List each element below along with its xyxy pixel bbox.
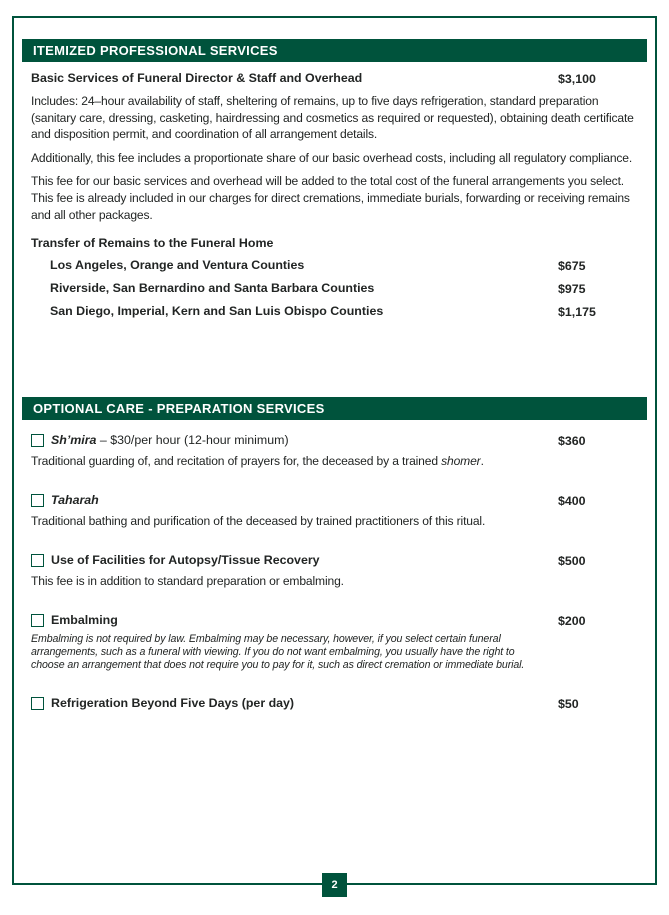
- option-label: Embalming: [51, 613, 118, 627]
- basic-services-description-3: This fee for our basic services and overhead will be added to the total cost of the funeral arrangements you select. This fee is already included in our charges for direct cremations, immediate burials, forwarding or receiving remains and all other packages.: [31, 174, 630, 222]
- list-item-embalming: [31, 613, 638, 672]
- section-header-itemized: ITEMIZED PROFESSIONAL SERVICES: [22, 39, 647, 62]
- transfer-row-price: $675: [558, 259, 586, 274]
- section-optional-care-preparation: [14, 397, 655, 711]
- taharah-checkbox[interactable]: [31, 494, 44, 507]
- transfer-of-remains-heading: Transfer of Remains to the Funeral Home: [31, 236, 274, 251]
- transfer-row-price: $1,175: [558, 305, 596, 320]
- option-price: $360: [558, 434, 586, 448]
- list-item-autopsy-facilities: [31, 553, 638, 589]
- table-row: [31, 258, 638, 273]
- shmira-checkbox[interactable]: [31, 434, 44, 447]
- option-label: Use of Facilities for Autopsy/Tissue Recovery: [51, 553, 320, 567]
- line-item-basic-services: [31, 71, 638, 86]
- table-row: [31, 304, 638, 319]
- embalming-legal-note: Embalming is not required by law. Embalming may be necessary, however, if you select certain funeral arrangements, such as a funeral with viewing. If you do not want embalming, you usually have the right to choose an arrangement that does not require you to pay for it, such as direct cremation or immediate burial.: [31, 633, 525, 671]
- transfer-row-price: $975: [558, 282, 586, 297]
- page-border: [12, 16, 657, 885]
- line-item-price: $3,100: [558, 72, 596, 86]
- table-row: [31, 281, 638, 296]
- autopsy-facilities-checkbox[interactable]: [31, 554, 44, 567]
- refrigeration-checkbox[interactable]: [31, 697, 44, 710]
- option-description: This fee is in addition to standard preparation or embalming.: [31, 574, 344, 588]
- option-label: Sh’mira – $30/per hour (12-hour minimum): [51, 433, 289, 447]
- section-header-optional-care: OPTIONAL CARE - PREPARATION SERVICES: [22, 397, 647, 420]
- page-number-badge: 2: [322, 873, 347, 897]
- transfer-row-label: Riverside, San Bernardino and Santa Barbara Counties: [50, 281, 375, 296]
- list-item-refrigeration: [31, 696, 638, 711]
- line-item-label: Basic Services of Funeral Director & Staff and Overhead: [31, 71, 363, 85]
- list-item-shmira: [31, 433, 638, 469]
- transfer-row-label: San Diego, Imperial, Kern and San Luis Obispo Counties: [50, 304, 384, 319]
- option-label: Refrigeration Beyond Five Days (per day): [51, 696, 295, 710]
- transfer-row-label: Los Angeles, Orange and Ventura Counties: [50, 258, 305, 273]
- option-price: $200: [558, 614, 586, 628]
- option-price: $400: [558, 494, 586, 508]
- option-description: Traditional guarding of, and recitation of prayers for, the deceased by a trained shomer.: [31, 454, 484, 468]
- option-label: Taharah: [51, 493, 99, 507]
- option-description: Traditional bathing and purification of the deceased by trained practitioners of this ritual.: [31, 514, 486, 528]
- embalming-checkbox[interactable]: [31, 614, 44, 627]
- option-price: $50: [558, 697, 579, 711]
- basic-services-description-2: Additionally, this fee includes a proportionate share of our basic overhead costs, including all regulatory compliance.: [31, 150, 633, 165]
- section-itemized-professional-services: [14, 39, 655, 319]
- option-price: $500: [558, 554, 586, 568]
- basic-services-description-1: Includes: 24–hour availability of staff, sheltering of remains, up to five days refrigeration, standard preparation (sanitary care, dressing, casketing, hairdressing and cosmetics as required or requested), obtaining death certificate and disposition permit, and coordination of all arrangement details.: [31, 94, 634, 142]
- list-item-taharah: [31, 493, 638, 529]
